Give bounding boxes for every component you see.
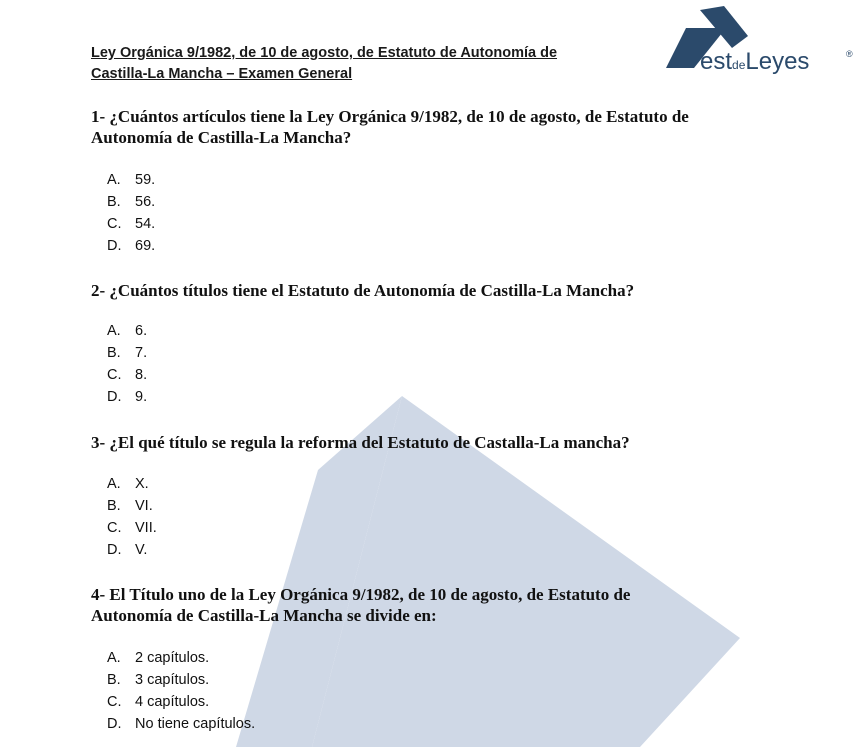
registered-mark: ® xyxy=(846,49,853,59)
option-letter: B. xyxy=(107,672,121,688)
option-b[interactable] xyxy=(107,191,155,213)
question-1 xyxy=(91,106,751,254)
question-4 xyxy=(91,584,751,732)
option-b[interactable] xyxy=(107,495,157,517)
question-4-text-line-1: 4- El Título uno de la Ley Orgánica 9/1982, de 10 de agosto, de Estatuto de xyxy=(91,585,631,604)
option-text: 69. xyxy=(135,238,156,254)
option-d[interactable] xyxy=(107,235,155,257)
document-title-line-1: Ley Orgánica 9/1982, de 10 de agosto, de Estatuto de Autonomía de xyxy=(91,45,558,61)
option-letter: B. xyxy=(107,498,121,514)
option-letter: B. xyxy=(107,345,121,361)
option-letter: A. xyxy=(107,172,121,188)
option-letter: A. xyxy=(107,323,121,339)
option-c[interactable] xyxy=(107,517,157,539)
option-text: 7. xyxy=(135,345,148,361)
option-a[interactable] xyxy=(107,320,147,342)
option-a[interactable] xyxy=(107,169,155,191)
logo-wordmark xyxy=(700,50,809,74)
option-letter: A. xyxy=(107,650,121,666)
option-text: 59. xyxy=(135,172,156,188)
option-text: 4 capítulos. xyxy=(135,694,210,710)
logo-prefix: est xyxy=(700,48,733,75)
question-1-text xyxy=(91,106,751,148)
option-text: 9. xyxy=(135,389,148,405)
question-1-text-line-2: Autonomía de Castilla-La Mancha? xyxy=(91,128,352,147)
option-c[interactable] xyxy=(107,691,255,713)
option-text: X. xyxy=(135,476,149,492)
option-letter: D. xyxy=(107,389,122,405)
question-2-options xyxy=(107,320,147,408)
option-text: 3 capítulos. xyxy=(135,672,210,688)
option-d[interactable] xyxy=(107,539,157,561)
option-text: 54. xyxy=(135,216,156,232)
testdeleyes-logo xyxy=(664,6,859,80)
question-1-text-line-1: 1- ¿Cuántos artículos tiene la Ley Orgánica 9/1982, de 10 de agosto, de Estatuto de xyxy=(91,107,689,126)
question-4-options xyxy=(107,647,255,735)
option-a[interactable] xyxy=(107,647,255,669)
logo-middle: de xyxy=(732,58,746,72)
option-text: V. xyxy=(135,542,148,558)
option-text: VI. xyxy=(135,498,153,514)
option-letter: C. xyxy=(107,367,122,383)
option-text: VII. xyxy=(135,520,157,536)
document-title xyxy=(91,43,611,85)
question-2-text xyxy=(91,280,751,301)
question-3-options xyxy=(107,473,157,561)
option-text: 2 capítulos. xyxy=(135,650,210,666)
question-2-text-line-1: 2- ¿Cuántos títulos tiene el Estatuto de Autonomía de Castilla-La Mancha? xyxy=(91,281,635,300)
option-d[interactable] xyxy=(107,713,255,735)
option-letter: D. xyxy=(107,238,122,254)
option-letter: D. xyxy=(107,716,122,732)
question-1-options xyxy=(107,169,155,257)
question-4-text-line-2: Autonomía de Castilla-La Mancha se divide en: xyxy=(91,606,437,625)
document-title-line-2: Castilla-La Mancha – Examen General xyxy=(91,66,353,82)
option-text: 8. xyxy=(135,367,148,383)
question-2 xyxy=(91,280,751,405)
option-b[interactable] xyxy=(107,342,147,364)
question-3 xyxy=(91,432,751,558)
option-a[interactable] xyxy=(107,473,157,495)
option-letter: D. xyxy=(107,542,122,558)
option-letter: C. xyxy=(107,520,122,536)
option-letter: C. xyxy=(107,694,122,710)
logo-suffix: Leyes xyxy=(745,48,810,75)
option-text: 56. xyxy=(135,194,156,210)
option-b[interactable] xyxy=(107,669,255,691)
question-4-text xyxy=(91,584,751,626)
question-3-text xyxy=(91,432,751,453)
question-3-text-line-1: 3- ¿El qué título se regula la reforma del Estatuto de Castalla-La mancha? xyxy=(91,433,630,452)
option-c[interactable] xyxy=(107,213,155,235)
option-text: 6. xyxy=(135,323,148,339)
option-text: No tiene capítulos. xyxy=(135,716,256,732)
option-letter: A. xyxy=(107,476,121,492)
option-d[interactable] xyxy=(107,386,147,408)
option-letter: B. xyxy=(107,194,121,210)
option-letter: C. xyxy=(107,216,122,232)
option-c[interactable] xyxy=(107,364,147,386)
